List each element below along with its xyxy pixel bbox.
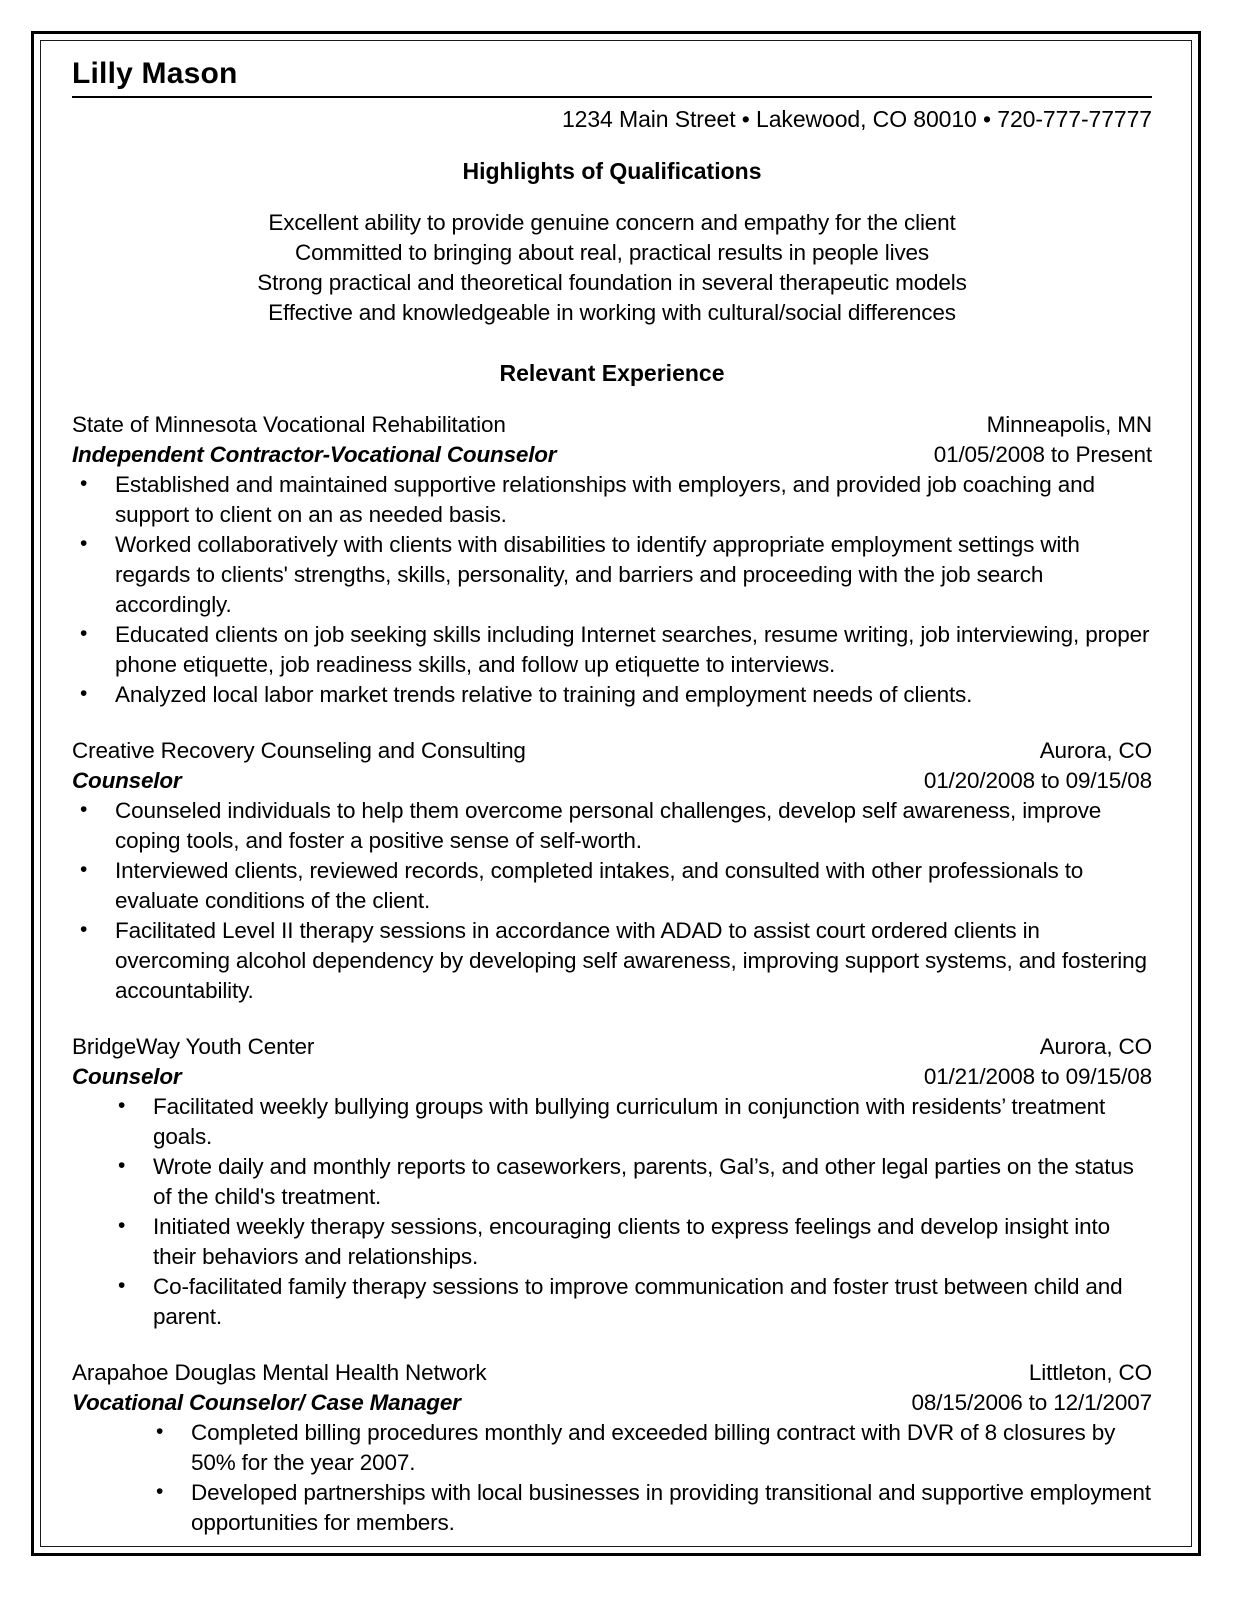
employer-name: BridgeWay Youth Center bbox=[72, 1034, 315, 1059]
responsibility-list bbox=[72, 796, 1152, 1006]
job-dates: 08/15/2006 to 12/1/2007 bbox=[911, 1390, 1152, 1415]
list-item: • Analyzed local labor market trends relative to training and employment needs of clients. bbox=[72, 680, 1152, 710]
responsibility-list bbox=[110, 1092, 1152, 1332]
employer-name: Arapahoe Douglas Mental Health Network bbox=[72, 1360, 487, 1385]
experience-entry bbox=[72, 1358, 1152, 1538]
employer-row bbox=[72, 1358, 1152, 1388]
qualification-item: Excellent ability to provide genuine concern and empathy for the client bbox=[268, 210, 956, 235]
responsibility-list bbox=[148, 1418, 1152, 1538]
job-title-row bbox=[72, 440, 1152, 470]
job-dates: 01/21/2008 to 09/15/08 bbox=[923, 1064, 1152, 1089]
section-heading-qualifications: Highlights of Qualifications bbox=[462, 158, 762, 184]
list-item: • Developed partnerships with local businesses in providing transitional and supportive employment opportunities for members. bbox=[148, 1478, 1152, 1538]
experience-entry bbox=[72, 410, 1152, 710]
job-dates: 01/05/2008 to Present bbox=[933, 442, 1152, 467]
list-item: • Established and maintained supportive relationships with employers, and provided job coaching and support to client on an as needed basis. bbox=[72, 470, 1152, 530]
employer-location: Aurora, CO bbox=[1039, 1034, 1152, 1059]
list-item: • Co-facilitated family therapy sessions to improve communication and foster trust between child and parent. bbox=[110, 1272, 1152, 1332]
list-item: • Educated clients on job seeking skills including Internet searches, resume writing, job interviewing, proper phone etiquette, job readiness skills, and follow up etiquette to interviews. bbox=[72, 620, 1152, 680]
list-item: • Initiated weekly therapy sessions, encouraging clients to express feelings and develop insight into their behaviors and relationships. bbox=[110, 1212, 1152, 1272]
qualification-item: Committed to bringing about real, practical results in people lives bbox=[294, 240, 930, 265]
job-title: Independent Contractor-Vocational Counselor bbox=[72, 442, 557, 467]
list-item: • Wrote daily and monthly reports to caseworkers, parents, Gal’s, and other legal parties on the status of the child's treatment. bbox=[110, 1152, 1152, 1212]
job-title-row bbox=[72, 766, 1152, 796]
experience-entry bbox=[72, 736, 1152, 1006]
employer-name: State of Minnesota Vocational Rehabilitation bbox=[72, 412, 506, 437]
job-title-row bbox=[72, 1062, 1152, 1092]
job-title-row bbox=[72, 1388, 1152, 1418]
job-title: Counselor bbox=[72, 768, 182, 793]
employer-row bbox=[72, 736, 1152, 766]
employer-location: Aurora, CO bbox=[1039, 738, 1152, 763]
employer-row bbox=[72, 1032, 1152, 1062]
qualifications-list bbox=[72, 208, 1152, 328]
experience-entry bbox=[72, 1032, 1152, 1332]
list-item: • Facilitated Level II therapy sessions in accordance with ADAD to assist court ordered clients in overcoming alcohol dependency by developing self awareness, improving support systems, and fostering accountability. bbox=[72, 916, 1152, 1006]
job-dates: 01/20/2008 to 09/15/08 bbox=[923, 768, 1152, 793]
list-item: • Facilitated weekly bullying groups with bullying curriculum in conjunction with residents’ treatment goals. bbox=[110, 1092, 1152, 1152]
job-title: Vocational Counselor/ Case Manager bbox=[72, 1390, 461, 1415]
list-item: • Worked collaboratively with clients with disabilities to identify appropriate employment settings with regards to clients' strengths, skills, personality, and barriers and proceeding with the job search accordingly. bbox=[72, 530, 1152, 620]
qualification-item: Effective and knowledgeable in working with cultural/social differences bbox=[268, 300, 956, 325]
resume-document bbox=[72, 55, 1152, 1564]
contact-info: 1234 Main Street • Lakewood, CO 80010 • 720-777-77777 bbox=[561, 106, 1152, 132]
list-item: • Counseled individuals to help them overcome personal challenges, develop self awareness, improve coping tools, and foster a positive sense of self-worth. bbox=[72, 796, 1152, 856]
employer-location: Littleton, CO bbox=[1028, 1360, 1152, 1385]
employer-location: Minneapolis, MN bbox=[986, 412, 1152, 437]
employer-row bbox=[72, 410, 1152, 440]
job-title: Counselor bbox=[72, 1064, 182, 1089]
qualification-item: Strong practical and theoretical foundation in several therapeutic models bbox=[257, 270, 967, 295]
section-heading-experience: Relevant Experience bbox=[499, 360, 725, 386]
responsibility-list bbox=[72, 470, 1152, 710]
list-item: • Interviewed clients, reviewed records, completed intakes, and consulted with other professionals to evaluate conditions of the client. bbox=[72, 856, 1152, 916]
page-title: Lilly Mason bbox=[72, 55, 1152, 98]
employer-name: Creative Recovery Counseling and Consulting bbox=[72, 738, 526, 763]
list-item: • Completed billing procedures monthly and exceeded billing contract with DVR of 8 closures by 50% for the year 2007. bbox=[148, 1418, 1152, 1478]
